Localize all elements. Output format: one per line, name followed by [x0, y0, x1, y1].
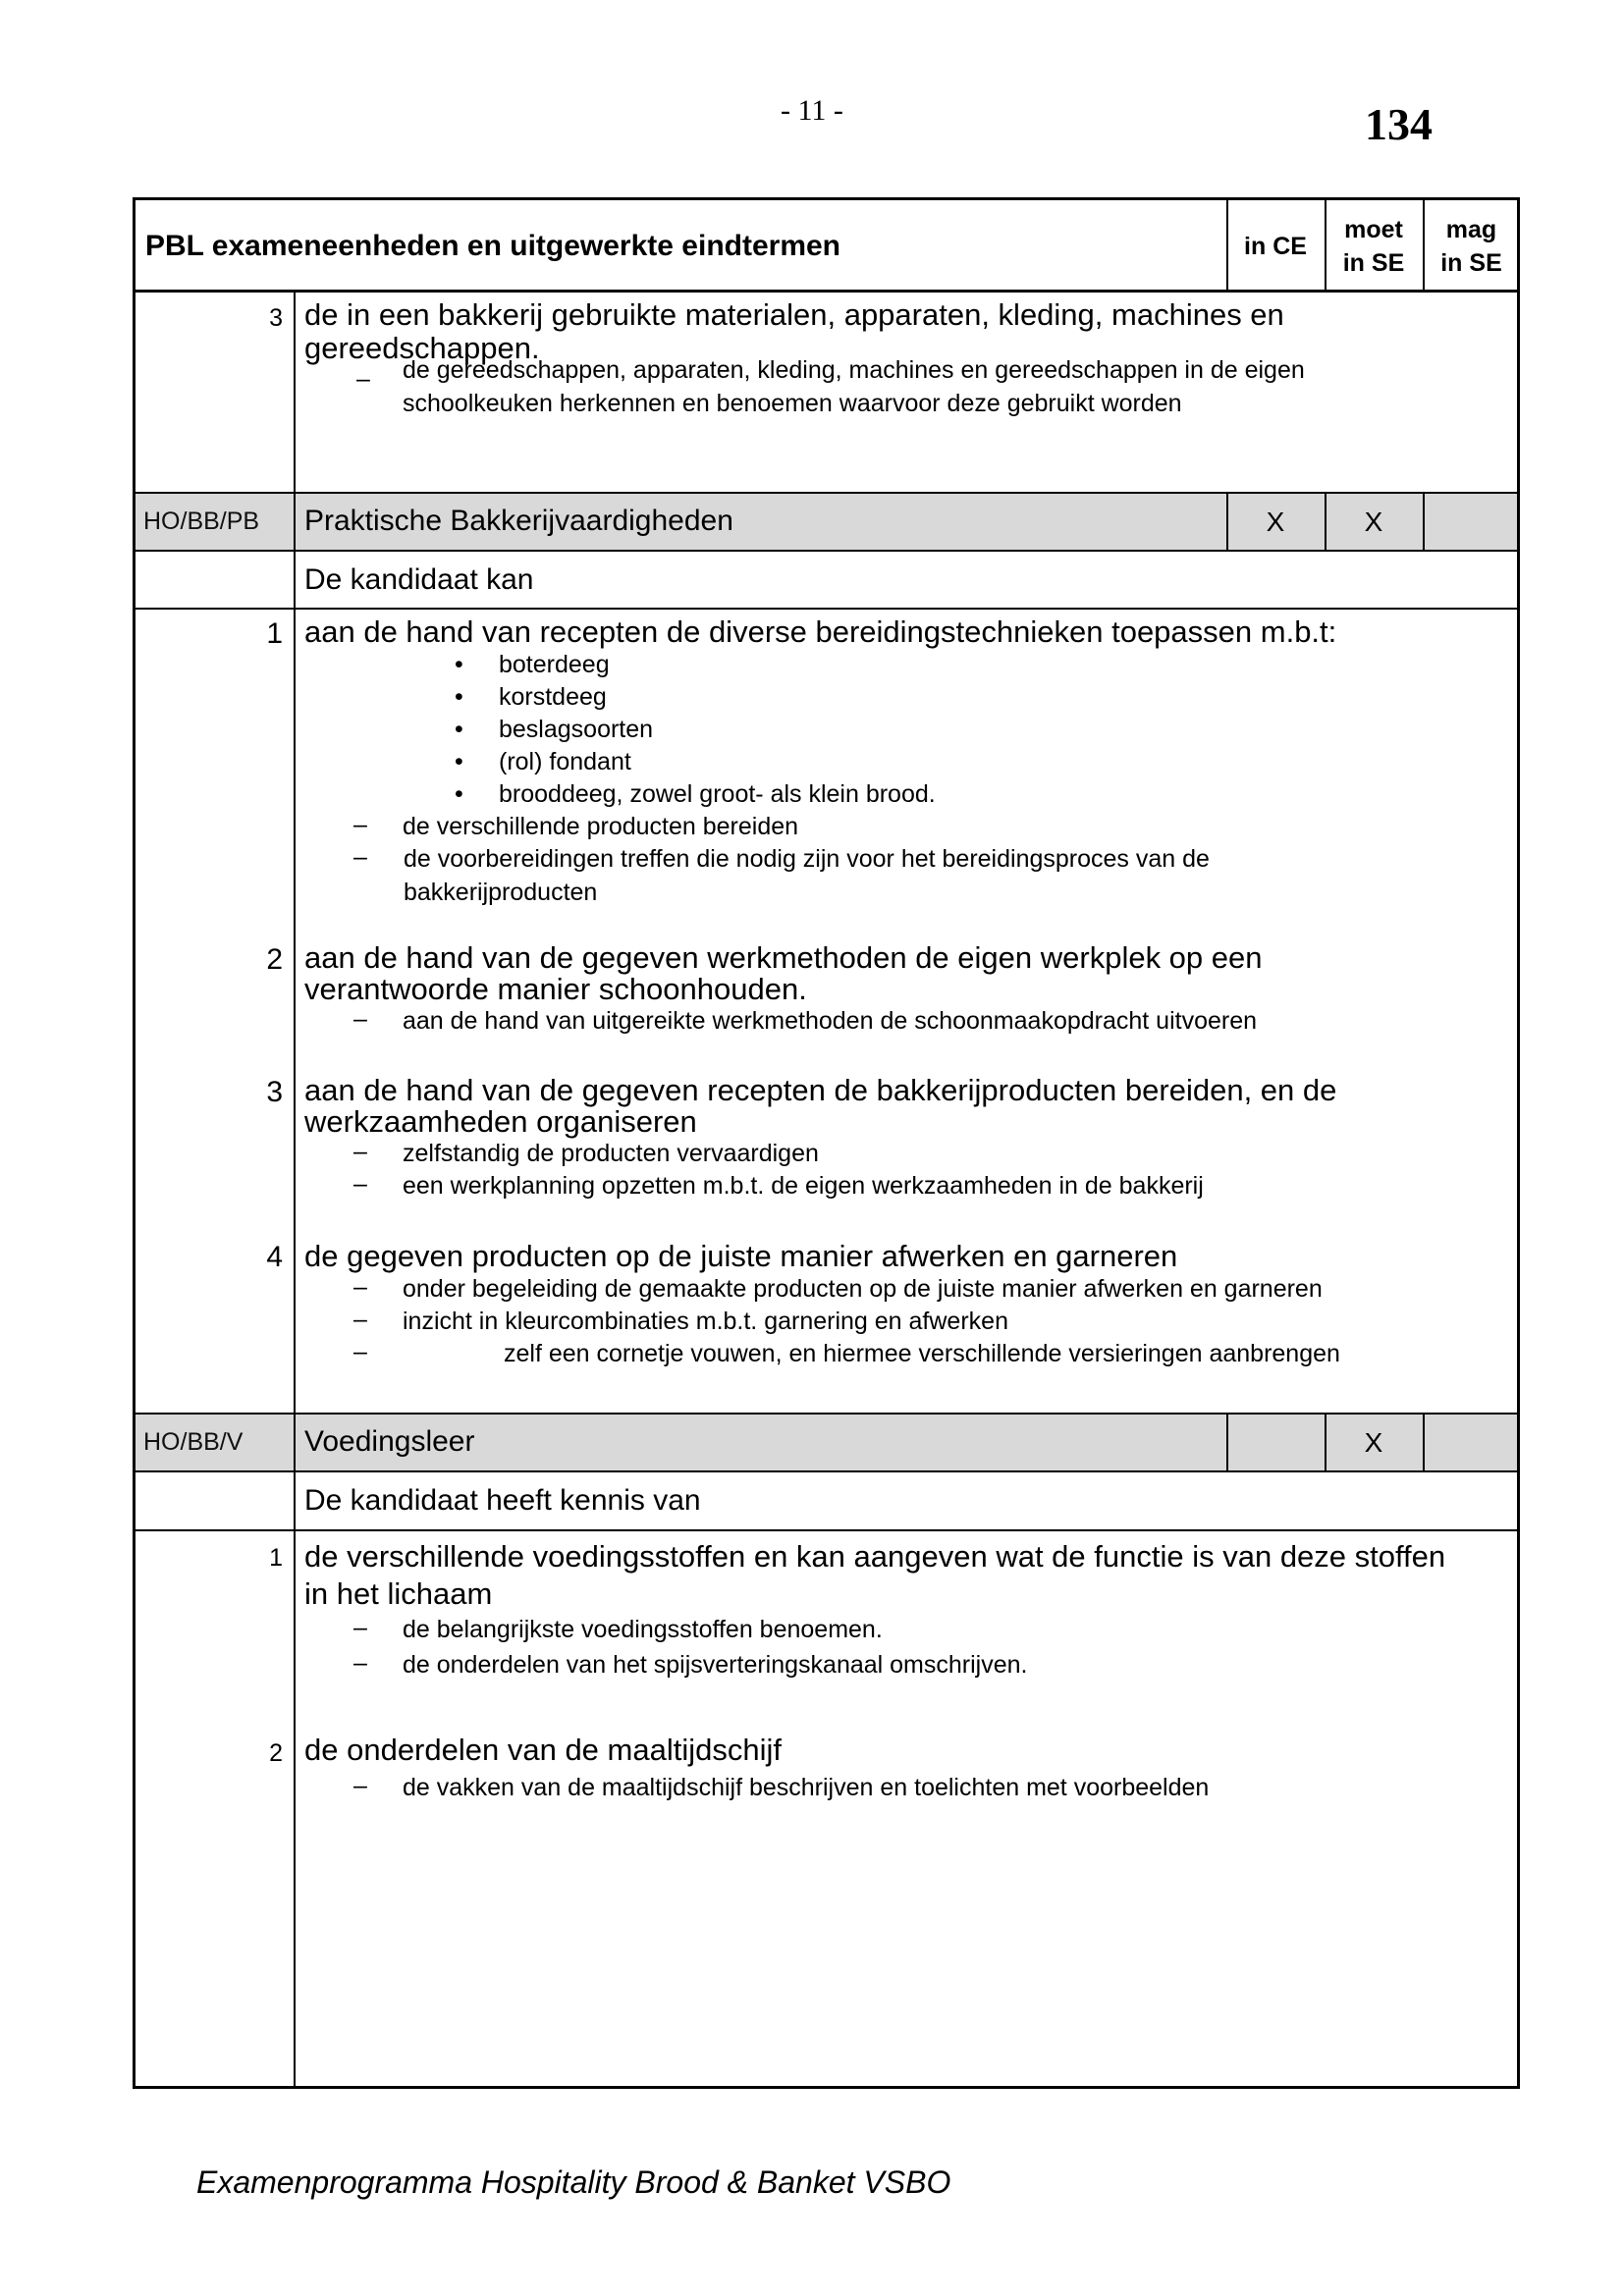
divider	[1226, 1414, 1228, 1470]
dash-icon: –	[353, 1614, 367, 1641]
in-ce-mark: X	[1266, 507, 1285, 537]
bullet-item: boterdeeg	[499, 651, 610, 678]
bullet-item: (rol) fondant	[499, 748, 631, 775]
table-title: PBL exameneenheden en uitgewerkte eindtermen	[145, 230, 841, 262]
dash-icon: –	[353, 1005, 367, 1033]
item-text: de verschillende voedingsstoffen en kan aangeven wat de functie is van deze stoffen in het lichaam	[304, 1539, 1446, 1611]
sub-item: de voorbereidingen treffen die nodig zijn voor het bereidingsproces van de bakkerijproducten	[404, 845, 1210, 906]
dash-icon: –	[356, 365, 370, 393]
sub-item: de gereedschappen, apparaten, kleding, machines en gereedschappen in de eigen schoolkeuken herkennen en benoemen waarvoor deze gebruikt worden	[403, 356, 1305, 417]
moet-in-se-mark: X	[1364, 507, 1383, 537]
col-moet-line1: moet	[1344, 215, 1403, 243]
sub-item: de belangrijkste voedingsstoffen benoemen.	[403, 1616, 883, 1643]
sub-item: onder begeleiding de gemaakte producten op de juiste manier afwerken en garneren	[403, 1275, 1323, 1303]
section-title: Voedingsleer	[304, 1425, 475, 1458]
sub-item: inzicht in kleurcombinaties m.b.t. garnering en afwerken	[403, 1308, 1008, 1335]
footer: Examenprogramma Hospitality Brood & Banket VSBO	[196, 2164, 951, 2200]
item-number: 2	[266, 943, 283, 976]
item-number: 3	[269, 304, 283, 332]
column-header-moet-in-se	[1325, 200, 1423, 292]
dash-icon: –	[353, 1338, 367, 1365]
section-intro: De kandidaat kan	[304, 563, 534, 596]
divider	[1423, 493, 1425, 550]
dash-icon: –	[353, 1170, 367, 1198]
row-divider	[135, 492, 1517, 494]
dash-icon: –	[353, 811, 367, 838]
row-divider	[135, 1470, 1517, 1472]
section-code: HO/BB/PB	[143, 507, 260, 535]
sub-item: zelfstandig de producten vervaardigen	[403, 1140, 819, 1167]
item-text: de gegeven producten op de juiste manier afwerken en garneren	[304, 1239, 1178, 1273]
bullet-icon: •	[455, 780, 463, 808]
section-code: HO/BB/V	[143, 1428, 244, 1456]
row-divider	[135, 1413, 1517, 1415]
item-number: 4	[266, 1241, 283, 1273]
sub-item: de onderdelen van het spijsverteringskanaal omschrijven.	[403, 1651, 1028, 1679]
sub-item: zelf een cornetje vouwen, en hiermee verschillende versieringen aanbrengen	[504, 1340, 1340, 1367]
bullet-icon: •	[455, 683, 463, 711]
section-intro: De kandidaat heeft kennis van	[304, 1484, 701, 1517]
item-number: 1	[266, 617, 283, 650]
divider	[1226, 200, 1228, 292]
bullet-icon: •	[455, 651, 463, 678]
item-text: de in een bakkerij gebruikte materialen, apparaten, kleding, machines en gereedschappen.	[304, 297, 1284, 365]
item-text: de onderdelen van de maaltijdschijf	[304, 1733, 782, 1767]
row-divider	[135, 608, 1517, 610]
item-number: 3	[266, 1076, 283, 1108]
bullet-item: beslagsoorten	[499, 716, 654, 743]
document-number: 134	[1365, 99, 1433, 149]
dash-icon: –	[353, 843, 367, 871]
item-text: aan de hand van de gegeven werkmethoden de eigen werkplek op een verantwoorde manier schoonhouden.	[304, 940, 1263, 1006]
item-number: 2	[269, 1739, 283, 1767]
dash-icon: –	[353, 1138, 367, 1165]
dash-icon: –	[353, 1649, 367, 1677]
dash-icon: –	[353, 1306, 367, 1333]
row-divider	[135, 550, 1517, 552]
bullet-item: brooddeeg, zowel groot- als klein brood.	[499, 780, 936, 808]
bullet-icon: •	[455, 748, 463, 775]
page-marker: - 11 -	[781, 94, 843, 127]
sub-item: een werkplanning opzetten m.b.t. de eigen werkzaamheden in de bakkerij	[403, 1172, 1204, 1200]
column-header-in-ce: in CE	[1244, 232, 1307, 260]
divider	[1423, 200, 1425, 292]
row-divider	[135, 1529, 1517, 1531]
moet-in-se-mark: X	[1364, 1427, 1383, 1458]
item-text: aan de hand van recepten de diverse bereidingstechnieken toepassen m.b.t:	[304, 614, 1337, 649]
sub-item: de verschillende producten bereiden	[403, 813, 799, 840]
sub-item: de vakken van de maaltijdschijf beschrijven en toelichten met voorbeelden	[403, 1774, 1210, 1801]
col-mag-line2: in SE	[1440, 248, 1502, 277]
divider	[1325, 200, 1326, 292]
section-title: Praktische Bakkerijvaardigheden	[304, 505, 733, 537]
sub-item: aan de hand van uitgereikte werkmethoden de schoonmaakopdracht uitvoeren	[403, 1007, 1258, 1035]
item-text: aan de hand van de gegeven recepten de bakkerijproducten bereiden, en de werkzaamheden organiseren	[304, 1073, 1337, 1139]
header-divider	[135, 290, 1517, 293]
dash-icon: –	[353, 1772, 367, 1799]
column-divider	[294, 292, 296, 2089]
divider	[1423, 1414, 1425, 1470]
bullet-item: korstdeeg	[499, 683, 607, 711]
bullet-icon: •	[455, 716, 463, 743]
col-mag-line1: mag	[1445, 215, 1497, 243]
column-header-mag-in-se	[1423, 200, 1520, 292]
eindtermen-table	[133, 197, 1520, 2089]
col-moet-line2: in SE	[1342, 248, 1405, 277]
item-number: 1	[269, 1544, 283, 1572]
dash-icon: –	[353, 1273, 367, 1301]
